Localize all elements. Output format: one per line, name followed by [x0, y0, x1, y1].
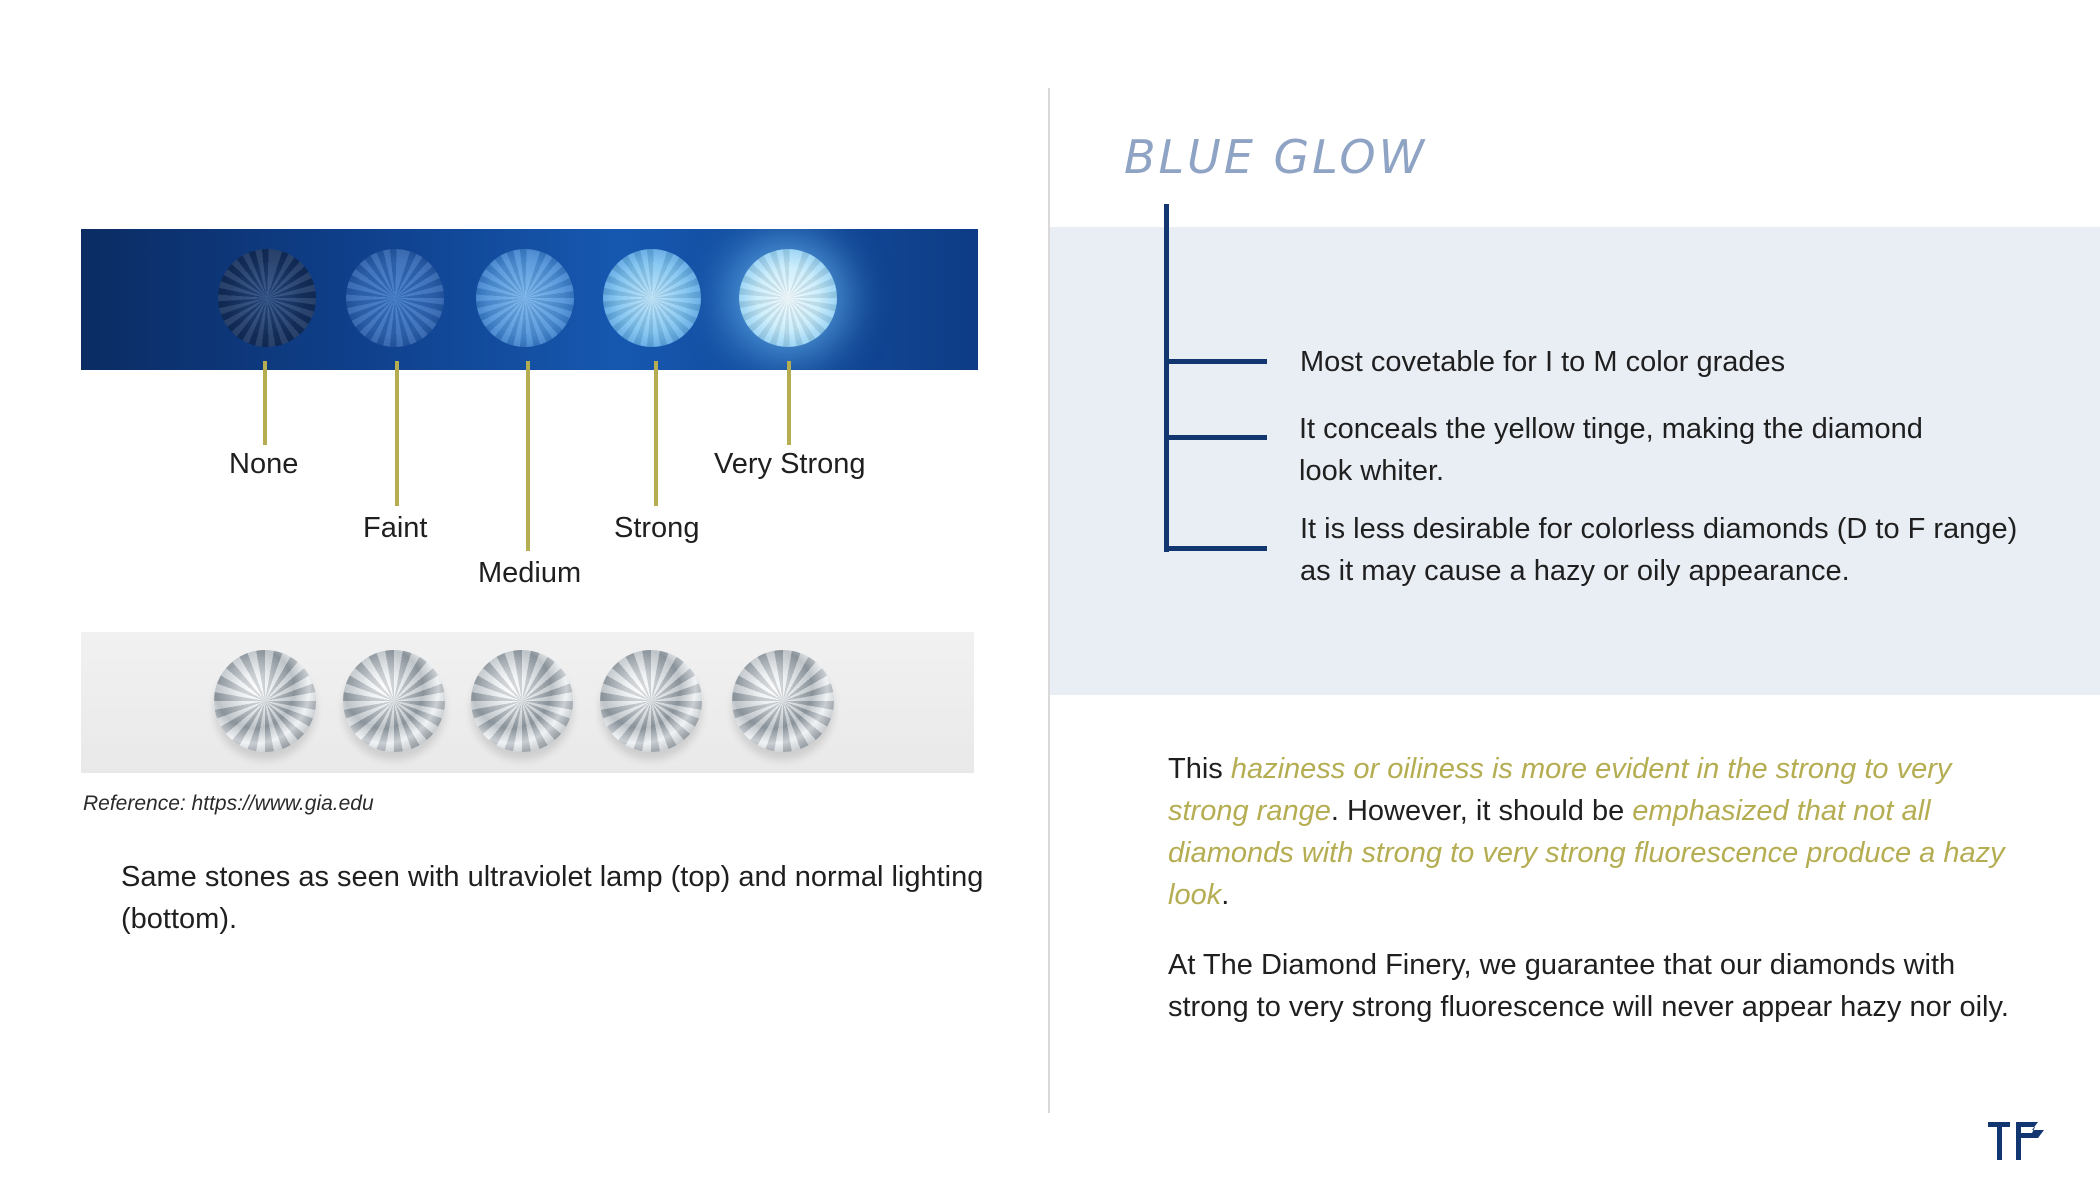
- uv-stone-strong: [603, 249, 701, 347]
- guarantee-paragraph: At The Diamond Finery, we guarantee that our diamonds with strong to very strong fluorescence will never appear hazy nor oily.: [1168, 949, 2009, 1023]
- leader-line-none: [263, 361, 267, 445]
- para1-highlight-2: emphasized that not all diamonds with strong to very strong fluorescence produce a hazy look: [1168, 795, 2005, 911]
- leader-line-faint: [395, 361, 399, 506]
- tree-trunk-line: [1164, 204, 1169, 552]
- image-caption: Same stones as seen with ultraviolet lamp (top) and normal lighting (bottom).: [121, 861, 984, 935]
- leader-line-medium: [526, 361, 530, 551]
- label-strong: Strong: [614, 512, 700, 544]
- para1-text-1: This: [1168, 753, 1231, 785]
- diamond-medium: [471, 650, 573, 752]
- tree-branch-3: [1164, 546, 1267, 551]
- bullet-2: It conceals the yellow tinge, making the diamond look whiter.: [1299, 413, 1923, 487]
- uv-lamp-stones-image: [81, 229, 978, 370]
- diamond-none: [214, 650, 316, 752]
- label-faint: Faint: [363, 512, 428, 544]
- diamond-strong: [600, 650, 702, 752]
- reference-note: Reference: https://www.gia.edu: [83, 792, 374, 815]
- label-medium: Medium: [478, 557, 582, 589]
- bullet-1: Most covetable for I to M color grades: [1300, 346, 1786, 378]
- diamond-faint: [343, 650, 445, 752]
- tree-branch-1: [1164, 359, 1267, 364]
- normal-light-stones-image: [81, 632, 974, 773]
- section-title: BLUE GLOW: [1124, 130, 1428, 184]
- tdf-monogram-logo-icon: [1988, 1120, 2052, 1162]
- uv-stone-very-strong: [739, 249, 837, 347]
- leader-line-very-strong: [787, 361, 791, 445]
- tree-branch-2: [1164, 435, 1267, 440]
- haziness-paragraph: [1168, 748, 2018, 916]
- diamond-very-strong: [732, 650, 834, 752]
- para1-highlight-1: haziness or oiliness is more evident in the strong to very strong range: [1168, 753, 1952, 827]
- label-none: None: [229, 448, 299, 480]
- bullet-3: It is less desirable for colorless diamonds (D to F range) as it may cause a hazy or oily appearance.: [1300, 513, 2018, 587]
- uv-stone-medium: [476, 249, 574, 347]
- para1-text-2: . However, it should be: [1330, 795, 1633, 827]
- para1-text-3: .: [1221, 879, 1230, 911]
- uv-stone-faint: [346, 249, 444, 347]
- label-very-strong: Very Strong: [714, 448, 866, 480]
- uv-stone-none: [218, 249, 316, 347]
- leader-line-strong: [654, 361, 658, 506]
